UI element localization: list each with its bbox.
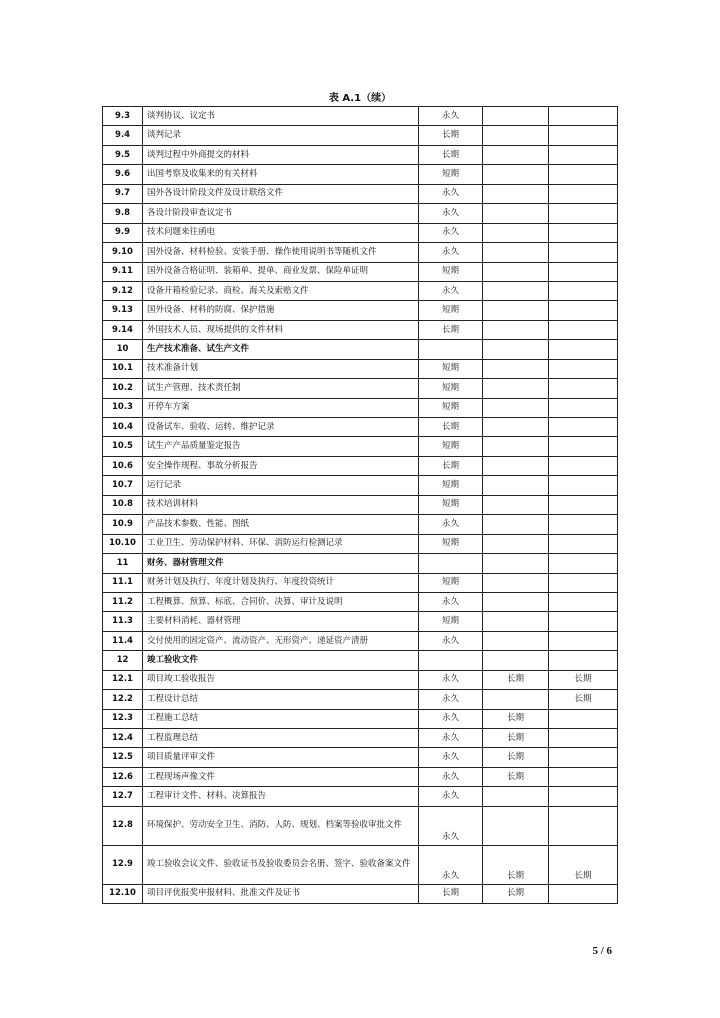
- retention-col-1: 短期: [419, 437, 483, 456]
- row-number: 9.3: [103, 107, 143, 126]
- retention-col-3: [549, 223, 618, 242]
- retention-col-3: [549, 787, 618, 806]
- row-title: 主要材料消耗、器材管理: [143, 612, 419, 631]
- retention-col-2: 长期: [483, 748, 549, 767]
- row-title: 竣工验收会议文件、验收证书及验收委员会名册、签字、验收备案文件: [143, 845, 419, 884]
- row-title: 谈判记录: [143, 126, 419, 145]
- retention-col-3: [549, 126, 618, 145]
- retention-col-3: [549, 729, 618, 748]
- retention-col-1: 短期: [419, 398, 483, 417]
- retention-col-3: [549, 806, 618, 845]
- section-row: [103, 340, 618, 359]
- row-title: 谈判过程中外商提交的材料: [143, 145, 419, 164]
- row-number: 11.1: [103, 573, 143, 592]
- retention-col-1: 短期: [419, 612, 483, 631]
- table-row: [103, 767, 618, 786]
- retention-col-1: 短期: [419, 165, 483, 184]
- retention-col-3: [549, 165, 618, 184]
- retention-col-1: 短期: [419, 573, 483, 592]
- retention-col-2: [483, 243, 549, 262]
- table-row: [103, 670, 618, 689]
- retention-col-2: 长期: [483, 729, 549, 748]
- row-title: 开停车方案: [143, 398, 419, 417]
- retention-col-2: [483, 806, 549, 845]
- page-number: 5 / 6: [592, 945, 612, 957]
- retention-col-3: [549, 398, 618, 417]
- retention-col-1: 永久: [419, 184, 483, 203]
- retention-col-1: 永久: [419, 709, 483, 728]
- retention-col-1: 短期: [419, 301, 483, 320]
- retention-col-1: 永久: [419, 631, 483, 650]
- row-title: 设备开箱检验记录、商检、海关及索赔文件: [143, 281, 419, 300]
- retention-col-3: [549, 476, 618, 495]
- row-title: 工程施工总结: [143, 709, 419, 728]
- retention-col-3: [549, 379, 618, 398]
- table-row: [103, 418, 618, 437]
- row-title: 项目评优报奖申报材料、批准文件及证书: [143, 884, 419, 903]
- row-number: 11: [103, 554, 143, 573]
- table-row: [103, 359, 618, 378]
- row-title: 国外设备、材料检验、安装手册、操作使用说明书等随机文件: [143, 243, 419, 262]
- retention-col-2: 长期: [483, 709, 549, 728]
- table-row: [103, 709, 618, 728]
- retention-col-2: [483, 145, 549, 164]
- retention-col-1: 永久: [419, 767, 483, 786]
- retention-col-1: 长期: [419, 884, 483, 903]
- retention-col-1: 短期: [419, 262, 483, 281]
- table-row: [103, 165, 618, 184]
- row-title: 出国考察及收集来的有关材料: [143, 165, 419, 184]
- retention-col-3: [549, 651, 618, 670]
- retention-col-3: [549, 534, 618, 553]
- row-number: 12.1: [103, 670, 143, 689]
- retention-col-1: 短期: [419, 495, 483, 514]
- retention-col-3: [549, 320, 618, 339]
- row-number: 9.13: [103, 301, 143, 320]
- retention-col-2: [483, 320, 549, 339]
- table-row: [103, 398, 618, 417]
- table-row: [103, 787, 618, 806]
- row-title: 交付使用的固定资产、流动资产、无形资产、递延资产清册: [143, 631, 419, 650]
- retention-col-1: 短期: [419, 534, 483, 553]
- row-title: 技术培训材料: [143, 495, 419, 514]
- row-title: 试生产管理、技术责任制: [143, 379, 419, 398]
- row-title: 生产技术准备、试生产文件: [143, 340, 419, 359]
- retention-col-3: [549, 592, 618, 611]
- table-row: [103, 184, 618, 203]
- retention-col-3: [549, 767, 618, 786]
- retention-col-3: [549, 631, 618, 650]
- table-row: [103, 729, 618, 748]
- retention-col-2: [483, 554, 549, 573]
- table-row: [103, 301, 618, 320]
- retention-col-2: [483, 223, 549, 242]
- retention-col-2: [483, 651, 549, 670]
- retention-col-3: [549, 359, 618, 378]
- retention-col-2: [483, 612, 549, 631]
- retention-col-3: [549, 437, 618, 456]
- row-title: 国外设备合格证明、装箱单、提单、商业发票、保险单证明: [143, 262, 419, 281]
- row-title: 安全操作规程、事故分析报告: [143, 456, 419, 475]
- table-row: [103, 223, 618, 242]
- retention-col-3: [549, 456, 618, 475]
- retention-col-2: [483, 281, 549, 300]
- retention-col-2: [483, 359, 549, 378]
- row-number: 9.11: [103, 262, 143, 281]
- retention-col-3: [549, 709, 618, 728]
- retention-col-3: [549, 301, 618, 320]
- retention-col-3: [549, 554, 618, 573]
- retention-col-3: [549, 748, 618, 767]
- retention-col-2: [483, 592, 549, 611]
- retention-col-1: 永久: [419, 787, 483, 806]
- row-title: 项目质量评审文件: [143, 748, 419, 767]
- retention-col-1: 永久: [419, 223, 483, 242]
- table-row: [103, 515, 618, 534]
- row-number: 10.1: [103, 359, 143, 378]
- row-number: 9.10: [103, 243, 143, 262]
- retention-col-1: 永久: [419, 243, 483, 262]
- retention-col-3: 长期: [549, 845, 618, 884]
- row-number: 10.8: [103, 495, 143, 514]
- table-title: 表 A.1（续）: [328, 93, 392, 104]
- row-number: 9.4: [103, 126, 143, 145]
- row-title: 项目竣工验收报告: [143, 670, 419, 689]
- row-number: 10.6: [103, 456, 143, 475]
- row-number: 11.4: [103, 631, 143, 650]
- retention-col-1: 永久: [419, 107, 483, 126]
- retention-col-2: [483, 204, 549, 223]
- row-number: 10.4: [103, 418, 143, 437]
- table-row: [103, 204, 618, 223]
- table-row: [103, 126, 618, 145]
- retention-col-1: 短期: [419, 379, 483, 398]
- row-number: 10.2: [103, 379, 143, 398]
- row-title: 环境保护、劳动安全卫生、消防、人防、规划、档案等验收审批文件: [143, 806, 419, 845]
- retention-col-1: 长期: [419, 320, 483, 339]
- retention-col-1: 短期: [419, 476, 483, 495]
- row-number: 9.14: [103, 320, 143, 339]
- row-number: 9.12: [103, 281, 143, 300]
- row-title: 国外各设计阶段文件及设计联络文件: [143, 184, 419, 203]
- retention-col-3: [549, 281, 618, 300]
- row-title: 工程监理总结: [143, 729, 419, 748]
- retention-col-2: 长期: [483, 845, 549, 884]
- row-title: 各设计阶段审查议定书: [143, 204, 419, 223]
- retention-col-1: [419, 340, 483, 359]
- row-number: 10.5: [103, 437, 143, 456]
- row-title: 财务计划及执行、年度计划及执行、年度投资统计: [143, 573, 419, 592]
- row-number: 12.3: [103, 709, 143, 728]
- retention-col-3: [549, 145, 618, 164]
- retention-col-3: [549, 515, 618, 534]
- retention-col-3: 长期: [549, 690, 618, 709]
- retention-col-1: 永久: [419, 204, 483, 223]
- retention-col-2: [483, 398, 549, 417]
- row-number: 11.3: [103, 612, 143, 631]
- retention-col-2: [483, 340, 549, 359]
- section-row: [103, 554, 618, 573]
- row-number: 9.5: [103, 145, 143, 164]
- retention-col-3: [549, 340, 618, 359]
- row-title: 工程概算、预算、标底、合同价、决算、审计及说明: [143, 592, 419, 611]
- row-title: 试生产产品质量鉴定报告: [143, 437, 419, 456]
- retention-col-1: [419, 651, 483, 670]
- retention-col-2: [483, 379, 549, 398]
- row-number: 9.6: [103, 165, 143, 184]
- retention-col-3: [549, 884, 618, 903]
- retention-col-2: [483, 515, 549, 534]
- table-row: [103, 107, 618, 126]
- retention-col-2: [483, 495, 549, 514]
- table-row: [103, 690, 618, 709]
- retention-col-1: 永久: [419, 748, 483, 767]
- retention-col-2: [483, 456, 549, 475]
- row-title: 工程设计总结: [143, 690, 419, 709]
- row-number: 9.9: [103, 223, 143, 242]
- table-row: [103, 476, 618, 495]
- retention-col-2: [483, 787, 549, 806]
- row-title: 工程审计文件、材料、决算报告: [143, 787, 419, 806]
- table-row: [103, 884, 618, 903]
- retention-col-1: 永久: [419, 281, 483, 300]
- table-row: [103, 573, 618, 592]
- table-row: [103, 281, 618, 300]
- row-title: 技术问题来往函电: [143, 223, 419, 242]
- section-row: [103, 651, 618, 670]
- row-number: 12.9: [103, 845, 143, 884]
- retention-col-3: [549, 184, 618, 203]
- table-row: [103, 534, 618, 553]
- retention-col-2: 长期: [483, 884, 549, 903]
- table-row: [103, 145, 618, 164]
- retention-col-3: [549, 107, 618, 126]
- retention-col-2: [483, 165, 549, 184]
- row-number: 10.3: [103, 398, 143, 417]
- row-number: 11.2: [103, 592, 143, 611]
- row-title: 财务、器材管理文件: [143, 554, 419, 573]
- table-row: [103, 262, 618, 281]
- table-row: [103, 495, 618, 514]
- row-title: 工业卫生、劳动保护材料、环保、消防运行检测记录: [143, 534, 419, 553]
- row-number: 12.4: [103, 729, 143, 748]
- table-row: [103, 320, 618, 339]
- retention-col-2: 长期: [483, 767, 549, 786]
- retention-col-3: [549, 204, 618, 223]
- retention-col-3: [549, 573, 618, 592]
- row-number: 10.7: [103, 476, 143, 495]
- retention-table: [102, 106, 618, 904]
- table-row: [103, 243, 618, 262]
- row-number: 12.6: [103, 767, 143, 786]
- table-row: [103, 845, 618, 884]
- row-title: 谈判协议、议定书: [143, 107, 419, 126]
- table-row: [103, 631, 618, 650]
- table-row: [103, 748, 618, 767]
- row-number: 12.5: [103, 748, 143, 767]
- row-number: 10.9: [103, 515, 143, 534]
- row-title: 竣工验收文件: [143, 651, 419, 670]
- row-title: 工程现场声像文件: [143, 767, 419, 786]
- retention-col-2: [483, 107, 549, 126]
- retention-col-2: [483, 184, 549, 203]
- table-row: [103, 437, 618, 456]
- retention-col-2: [483, 631, 549, 650]
- row-number: 12.7: [103, 787, 143, 806]
- retention-col-2: [483, 690, 549, 709]
- retention-col-3: [549, 418, 618, 437]
- retention-col-3: 长期: [549, 670, 618, 689]
- row-title: 外国技术人员、现场提供的文件材料: [143, 320, 419, 339]
- row-number: 10.10: [103, 534, 143, 553]
- row-number: 12.8: [103, 806, 143, 845]
- retention-col-2: [483, 437, 549, 456]
- row-title: 设备试车、验收、运转、维护记录: [143, 418, 419, 437]
- retention-col-2: [483, 262, 549, 281]
- row-title: 国外设备、材料的防腐、保护措施: [143, 301, 419, 320]
- retention-col-1: 短期: [419, 359, 483, 378]
- retention-col-1: 长期: [419, 145, 483, 164]
- retention-col-1: [419, 554, 483, 573]
- row-title: 产品技术参数、性能、图纸: [143, 515, 419, 534]
- retention-col-3: [549, 495, 618, 514]
- retention-col-1: 永久: [419, 515, 483, 534]
- row-title: 运行记录: [143, 476, 419, 495]
- retention-col-1: 永久: [419, 592, 483, 611]
- retention-col-2: [483, 534, 549, 553]
- table-row: [103, 592, 618, 611]
- row-number: 9.8: [103, 204, 143, 223]
- retention-col-2: 长期: [483, 670, 549, 689]
- row-number: 12.2: [103, 690, 143, 709]
- row-number: 10: [103, 340, 143, 359]
- retention-col-1: 永久: [419, 845, 483, 884]
- retention-col-1: 永久: [419, 729, 483, 748]
- row-number: 12.10: [103, 884, 143, 903]
- table-row: [103, 379, 618, 398]
- retention-col-3: [549, 243, 618, 262]
- retention-col-2: [483, 476, 549, 495]
- row-number: 9.7: [103, 184, 143, 203]
- retention-col-3: [549, 612, 618, 631]
- retention-col-3: [549, 262, 618, 281]
- row-title: 技术准备计划: [143, 359, 419, 378]
- retention-col-1: 长期: [419, 456, 483, 475]
- retention-col-2: [483, 301, 549, 320]
- row-number: 12: [103, 651, 143, 670]
- retention-col-1: 长期: [419, 418, 483, 437]
- retention-col-1: 永久: [419, 806, 483, 845]
- retention-col-2: [483, 573, 549, 592]
- retention-col-2: [483, 126, 549, 145]
- retention-col-2: [483, 418, 549, 437]
- table-row: [103, 612, 618, 631]
- retention-col-1: 永久: [419, 690, 483, 709]
- retention-col-1: 长期: [419, 126, 483, 145]
- table-row: [103, 456, 618, 475]
- table-row: [103, 806, 618, 845]
- retention-col-1: 永久: [419, 670, 483, 689]
